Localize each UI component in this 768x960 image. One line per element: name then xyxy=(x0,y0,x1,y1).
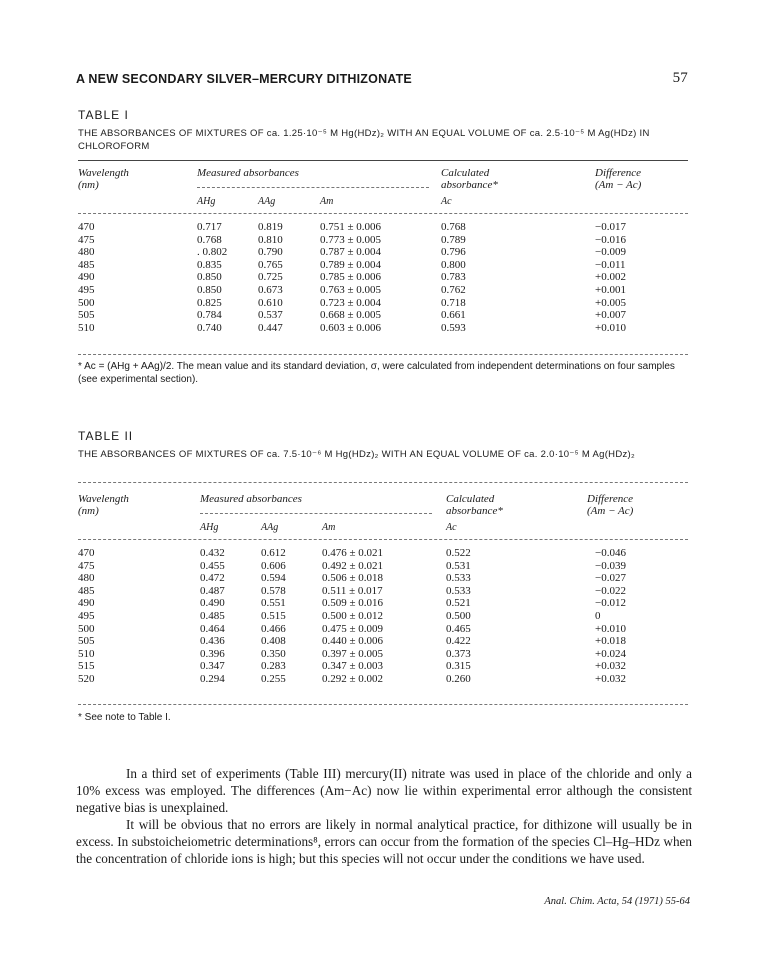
table1-cell-ahg: 0.850 xyxy=(197,271,222,284)
table1-cell-ahg: 0.850 xyxy=(197,283,222,296)
table1-cell-ahg: 0.768 xyxy=(197,233,222,246)
running-head xyxy=(76,72,688,86)
table2-cell-aag: 0.606 xyxy=(261,559,286,572)
table2-cell-difference: +0.024 xyxy=(595,647,626,660)
table2-col-am xyxy=(322,547,383,686)
table1-col-ac xyxy=(441,221,466,334)
table2-cell-aag: 0.578 xyxy=(261,584,286,597)
table2-hdr-aag: AAg xyxy=(261,522,279,533)
paragraph-2: It will be obvious that no errors are likely in normal analytical practice, for dithizone will usually be in excess. In substoicheiometric determinations⁸, errors can occur from the formation of the species Cl–Hg–HDz when the concentration of chloride ions is high; but this species will not occur under the conditions we have used. xyxy=(76,817,692,866)
table2-footnote: * See note to Table I. xyxy=(78,712,171,723)
table1-cell-ac: 0.783 xyxy=(441,271,466,284)
table1-hdr-wavelength: Wavelength (nm) xyxy=(78,167,129,191)
table2-cell-difference: −0.022 xyxy=(595,584,626,597)
table1-cell-wavelength: 505 xyxy=(78,309,95,322)
table2-cell-difference: +0.010 xyxy=(595,622,626,635)
table1-cell-wavelength: 475 xyxy=(78,233,95,246)
table2-cell-aag: 0.408 xyxy=(261,635,286,648)
table1-footnote: * Ac = (AHg + AAg)/2. The mean value and its standard deviation, σ, were calculated from independent determinations on four samples (see experimental section). xyxy=(78,361,675,385)
table2-cell-aag: 0.515 xyxy=(261,609,286,622)
table2-cell-ac: 0.260 xyxy=(446,672,471,685)
table2-cell-difference: 0 xyxy=(595,609,601,622)
table1-cell-difference: +0.001 xyxy=(595,283,626,296)
table2-cell-wavelength: 510 xyxy=(78,647,95,660)
table1-col-wavelength xyxy=(78,221,95,334)
table1-cell-wavelength: 500 xyxy=(78,296,95,309)
table2-cell-am: 0.492 ± 0.021 xyxy=(322,559,384,572)
table1-cell-difference: +0.010 xyxy=(595,321,626,334)
table2-cell-am: 0.292 ± 0.002 xyxy=(322,672,384,685)
table2-cell-wavelength: 480 xyxy=(78,572,95,585)
table2-cell-wavelength: 495 xyxy=(78,609,95,622)
table2-cell-ac: 0.465 xyxy=(446,622,471,635)
table1-cell-am: 0.763 ± 0.005 xyxy=(320,283,382,296)
table2-cell-am: 0.440 ± 0.006 xyxy=(322,635,384,648)
table2-cell-ahg: 0.436 xyxy=(200,635,225,648)
table2-label: TABLE II xyxy=(78,429,134,443)
table2-hdr-ac: Ac xyxy=(446,522,457,533)
table1-cell-aag: 0.610 xyxy=(258,296,283,309)
table2-cell-difference: +0.032 xyxy=(595,672,626,685)
table2-cell-wavelength: 490 xyxy=(78,597,95,610)
table1-measured-rule xyxy=(197,187,429,188)
table2-cell-ac: 0.315 xyxy=(446,660,471,673)
table2-cell-ahg: 0.490 xyxy=(200,597,225,610)
table2-caption: THE ABSORBANCES OF MIXTURES OF ca. 7.5·10⁻⁶ M Hg(HDz)₂ WITH AN EQUAL VOLUME OF ca. 2.0·10⁻⁵ M Ag(HDz)₂ xyxy=(78,449,635,460)
table1-cell-difference: −0.009 xyxy=(595,246,626,259)
table2-cell-ahg: 0.464 xyxy=(200,622,225,635)
table2-cell-ahg: 0.294 xyxy=(200,672,225,685)
table2-col-wavelength xyxy=(78,547,95,686)
table2-cell-aag: 0.255 xyxy=(261,672,286,685)
table2-hdr-calculated: Calculated absorbance* xyxy=(446,493,503,517)
table1-hdr-calculated: Calculated absorbance* xyxy=(441,167,498,191)
table1-cell-ac: 0.789 xyxy=(441,233,466,246)
table1-col-ahg xyxy=(197,221,227,334)
table2-cell-aag: 0.612 xyxy=(261,547,286,559)
table1-cell-ahg: 0.740 xyxy=(197,321,222,334)
paragraph-1: In a third set of experiments (Table III) mercury(II) nitrate was used in place of the chloride and only a 10% excess was employed. The differences (Am−Ac) now lie within experimental error although the consistent negative bias is unexplained. xyxy=(76,766,692,815)
table1-cell-ac: 0.718 xyxy=(441,296,466,309)
table1-col-am xyxy=(320,221,381,334)
table1-cell-ahg: 0.717 xyxy=(197,221,222,233)
table2-cell-ac: 0.521 xyxy=(446,597,471,610)
table1-col-aag xyxy=(258,221,283,334)
table2-cell-ahg: 0.472 xyxy=(200,572,225,585)
table1-cell-aag: 0.673 xyxy=(258,283,283,296)
table1-cell-wavelength: 470 xyxy=(78,221,95,233)
table1-cell-wavelength: 510 xyxy=(78,321,95,334)
table2-cell-ac: 0.533 xyxy=(446,584,471,597)
table1-cell-aag: 0.790 xyxy=(258,246,283,259)
table2-cell-ahg: 0.455 xyxy=(200,559,225,572)
table2-hdr-am: Am xyxy=(322,522,336,533)
table2-cell-aag: 0.551 xyxy=(261,597,286,610)
table2-cell-ahg: 0.396 xyxy=(200,647,225,660)
table2-cell-ahg: 0.485 xyxy=(200,609,225,622)
table1-bottom-rule xyxy=(78,354,688,355)
table1-cell-aag: 0.725 xyxy=(258,271,283,284)
table2-cell-difference: −0.046 xyxy=(595,547,626,559)
table2-hdr-ahg: AHg xyxy=(200,522,219,533)
table2-cell-am: 0.476 ± 0.021 xyxy=(322,547,384,559)
table2-col-difference xyxy=(595,547,626,686)
table2-top-rule xyxy=(78,482,688,483)
table2-cell-am: 0.506 ± 0.018 xyxy=(322,572,384,585)
body-text xyxy=(76,765,692,867)
table1-cell-ahg: 0.825 xyxy=(197,296,222,309)
table2-hdr-wavelength: Wavelength (nm) xyxy=(78,493,129,517)
table1-cell-wavelength: 480 xyxy=(78,246,95,259)
table2-cell-ac: 0.373 xyxy=(446,647,471,660)
table2-cell-ac: 0.533 xyxy=(446,572,471,585)
table1-cell-am: 0.603 ± 0.006 xyxy=(320,321,382,334)
table2-cell-am: 0.475 ± 0.009 xyxy=(322,622,384,635)
table1-cell-difference: −0.011 xyxy=(595,258,626,271)
table1-cell-aag: 0.447 xyxy=(258,321,283,334)
table2-cell-ac: 0.500 xyxy=(446,609,471,622)
table2-col-ac xyxy=(446,547,471,686)
table2-cell-difference: +0.018 xyxy=(595,635,626,648)
table1-cell-am: 0.751 ± 0.006 xyxy=(320,221,382,233)
table1-header-rule xyxy=(78,213,688,214)
table2-col-aag xyxy=(261,547,286,686)
table2-hdr-measured: Measured absorbances xyxy=(200,493,302,505)
table1-cell-aag: 0.765 xyxy=(258,258,283,271)
table1-cell-am: 0.723 ± 0.004 xyxy=(320,296,382,309)
table1-hdr-difference: Difference (Am − Ac) xyxy=(595,167,642,191)
table2-cell-wavelength: 475 xyxy=(78,559,95,572)
table1-cell-wavelength: 495 xyxy=(78,283,95,296)
table1-cell-aag: 0.537 xyxy=(258,309,283,322)
table2-cell-ahg: 0.347 xyxy=(200,660,225,673)
table1-hdr-aag: AAg xyxy=(258,196,276,207)
table2-cell-am: 0.500 ± 0.012 xyxy=(322,609,384,622)
table1-col-difference xyxy=(595,221,626,334)
table1-cell-wavelength: 485 xyxy=(78,258,95,271)
table1-top-rule xyxy=(78,160,688,161)
table1-cell-ac: 0.593 xyxy=(441,321,466,334)
table2-cell-difference: −0.012 xyxy=(595,597,626,610)
table2-cell-aag: 0.594 xyxy=(261,572,286,585)
table1-cell-ac: 0.800 xyxy=(441,258,466,271)
table1-cell-difference: +0.005 xyxy=(595,296,626,309)
table1-cell-am: 0.668 ± 0.005 xyxy=(320,309,382,322)
table1-cell-am: 0.773 ± 0.005 xyxy=(320,233,382,246)
table2-bottom-rule xyxy=(78,704,688,705)
journal-citation: Anal. Chim. Acta, 54 (1971) 55-64 xyxy=(544,896,690,907)
table2-cell-am: 0.397 ± 0.005 xyxy=(322,647,384,660)
table2-cell-am: 0.511 ± 0.017 xyxy=(322,584,383,597)
table2-cell-aag: 0.466 xyxy=(261,622,286,635)
table1-cell-difference: −0.017 xyxy=(595,221,626,233)
table1-cell-aag: 0.810 xyxy=(258,233,283,246)
table2-cell-ac: 0.522 xyxy=(446,547,471,559)
table1-hdr-am: Am xyxy=(320,196,334,207)
table2-cell-ac: 0.531 xyxy=(446,559,471,572)
table1-cell-am: 0.787 ± 0.004 xyxy=(320,246,382,259)
table1-cell-difference: +0.007 xyxy=(595,309,626,322)
table1-cell-ac: 0.661 xyxy=(441,309,466,322)
table2-cell-ac: 0.422 xyxy=(446,635,471,648)
table1-cell-ahg: . 0.802 xyxy=(197,246,228,259)
table2-cell-difference: +0.032 xyxy=(595,660,626,673)
table1-cell-ac: 0.796 xyxy=(441,246,466,259)
table2-cell-wavelength: 520 xyxy=(78,672,95,685)
table2-hdr-difference: Difference (Am − Ac) xyxy=(587,493,634,517)
table1-cell-difference: +0.002 xyxy=(595,271,626,284)
table2-cell-am: 0.347 ± 0.003 xyxy=(322,660,384,673)
table1-cell-ahg: 0.835 xyxy=(197,258,222,271)
table1-cell-difference: −0.016 xyxy=(595,233,626,246)
table1-hdr-measured: Measured absorbances xyxy=(197,167,299,179)
table1-cell-aag: 0.819 xyxy=(258,221,283,233)
table2-cell-aag: 0.350 xyxy=(261,647,286,660)
page-number: 57 xyxy=(672,70,688,86)
table2-cell-ahg: 0.432 xyxy=(200,547,225,559)
table2-cell-aag: 0.283 xyxy=(261,660,286,673)
table2-cell-wavelength: 500 xyxy=(78,622,95,635)
table1-cell-wavelength: 490 xyxy=(78,271,95,284)
table2-cell-wavelength: 485 xyxy=(78,584,95,597)
table1-cell-am: 0.789 ± 0.004 xyxy=(320,258,382,271)
running-head-title: A NEW SECONDARY SILVER–MERCURY DITHIZONATE xyxy=(76,72,412,86)
table2-measured-rule xyxy=(200,513,432,514)
table1-cell-ac: 0.768 xyxy=(441,221,466,233)
table2-cell-difference: −0.039 xyxy=(595,559,626,572)
table1-label: TABLE I xyxy=(78,108,129,122)
table2-cell-am: 0.509 ± 0.016 xyxy=(322,597,384,610)
table1-cell-am: 0.785 ± 0.006 xyxy=(320,271,382,284)
table2-header-rule xyxy=(78,539,688,540)
table1-cell-ac: 0.762 xyxy=(441,283,466,296)
table2-cell-difference: −0.027 xyxy=(595,572,626,585)
table2-cell-wavelength: 515 xyxy=(78,660,95,673)
table2-col-ahg xyxy=(200,547,225,686)
table1-hdr-ahg: AHg xyxy=(197,196,216,207)
table2-cell-wavelength: 505 xyxy=(78,635,95,648)
table1-hdr-ac: Ac xyxy=(441,196,452,207)
table2-cell-wavelength: 470 xyxy=(78,547,95,559)
table1-cell-ahg: 0.784 xyxy=(197,309,222,322)
table1-caption: THE ABSORBANCES OF MIXTURES OF ca. 1.25·10⁻⁵ M Hg(HDz)₂ WITH AN EQUAL VOLUME OF ca. 2.5·10⁻⁵ M Ag(HDz) IN CHLOROFORM xyxy=(78,128,650,152)
table2-cell-ahg: 0.487 xyxy=(200,584,225,597)
